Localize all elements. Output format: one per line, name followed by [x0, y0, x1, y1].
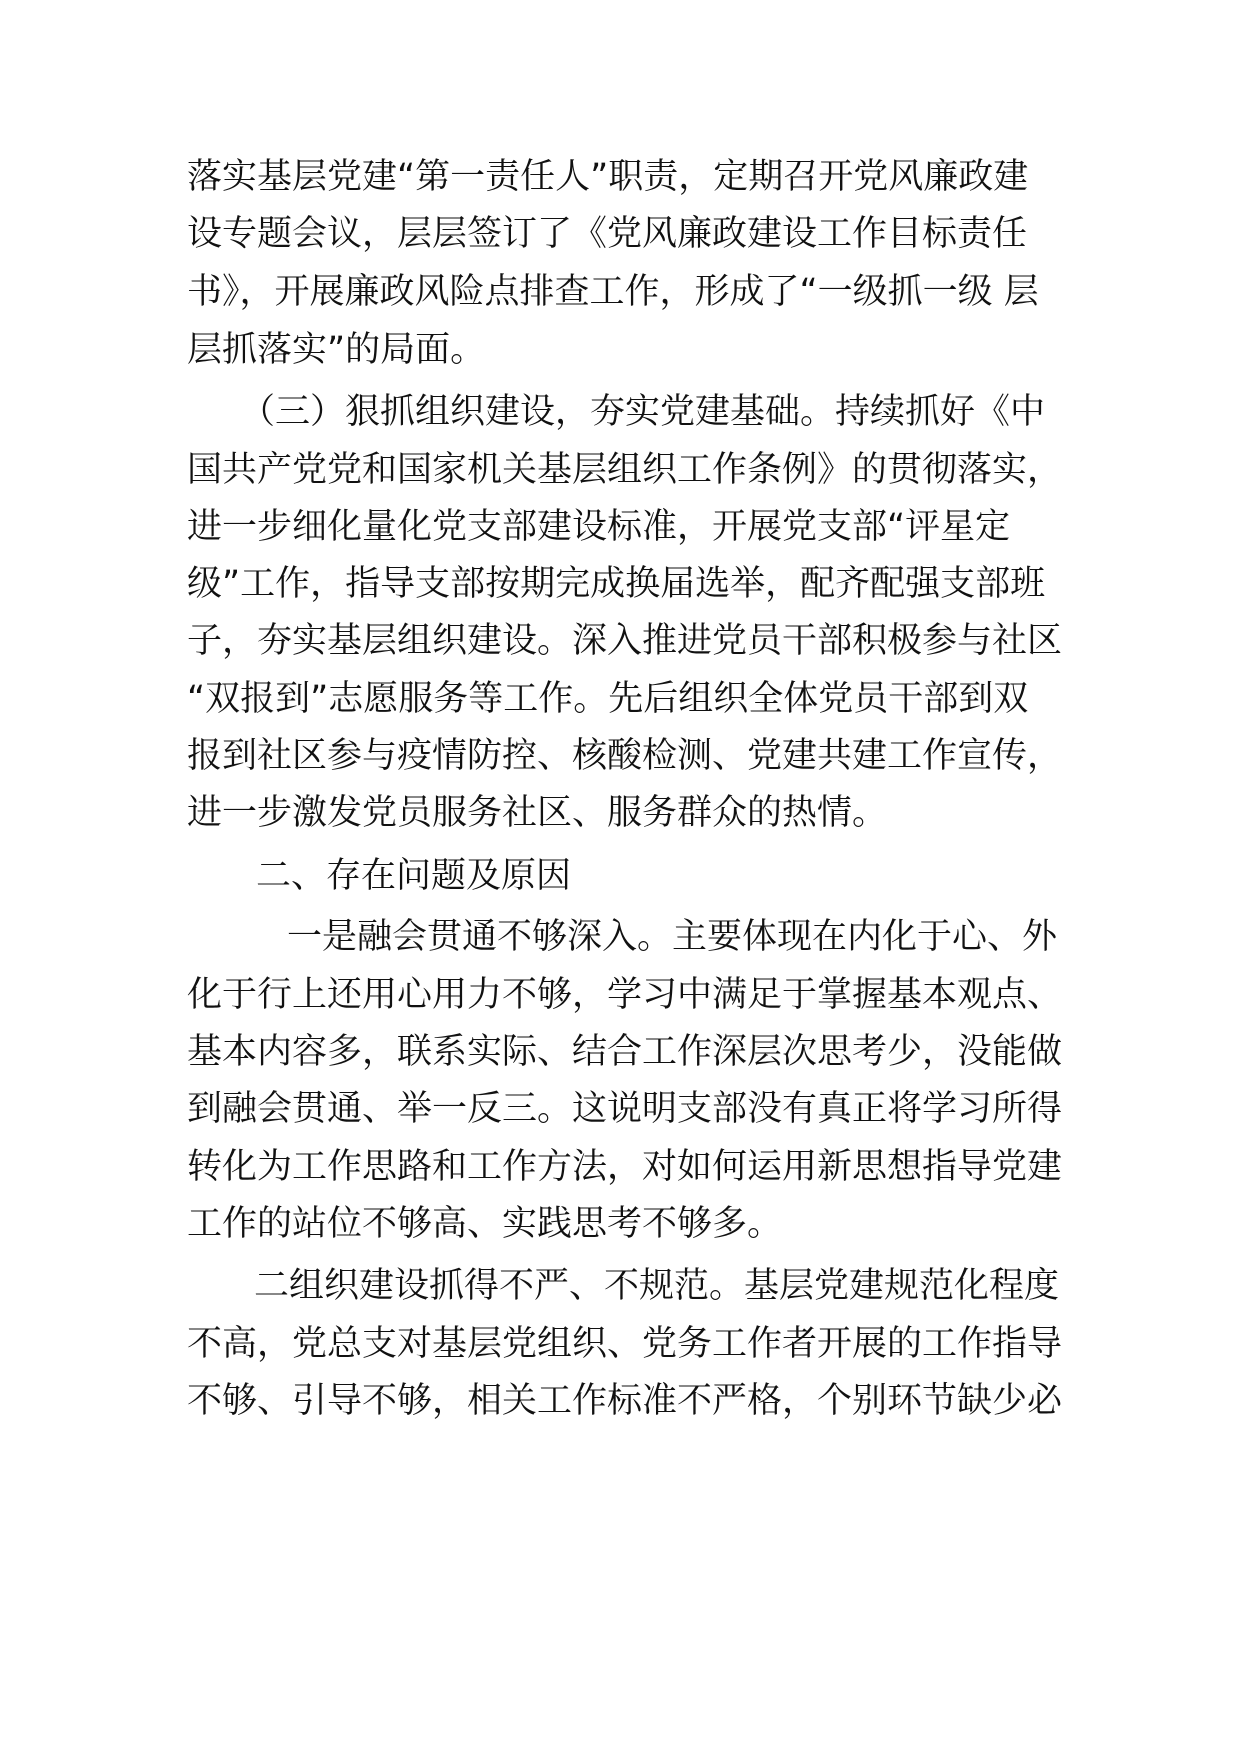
text-line: 基本内容多，联系实际、结合工作深层次思考少，没能做	[187, 1032, 1063, 1072]
text-line: 不够、引导不够，相关工作标准不严格，个别环节缺少必	[187, 1381, 1063, 1421]
text-line: “双报到”志愿服务等工作。先后组织全体党员干部到双	[187, 679, 1029, 719]
text-line: 落实基层党建“第一责任人”职责，定期召开党风廉政建	[187, 157, 1029, 197]
text-line: 进一步细化量化党支部建设标准，开展党支部“评星定	[187, 507, 1011, 547]
text-line: 不高，党总支对基层党组织、党务工作者开展的工作指导	[187, 1324, 1063, 1364]
text-line: 化于行上还用心用力不够，学习中满足于掌握基本观点、	[187, 975, 1063, 1015]
text-line: 级”工作，指导支部按期完成换届选举，配齐配强支部班	[187, 564, 1046, 604]
section-heading: （三）狠抓组织建设，夯实党建基础。持续抓好《中	[240, 392, 1046, 432]
text-line: 层抓落实”的局面。	[187, 330, 486, 370]
text-line: 书》，开展廉政风险点排查工作，形成了“一级抓一级 层	[187, 272, 1039, 312]
section-heading: 二、存在问题及原因	[256, 856, 572, 896]
text-line: 设专题会议，层层签订了《党风廉政建设工作目标责任	[187, 214, 1028, 254]
text-line: 一是融会贯通不够深入。主要体现在内化于心、外	[287, 917, 1058, 957]
text-line: 工作的站位不够高、实践思考不够多。	[187, 1204, 783, 1244]
text-line: 二组织建设抓得不严、不规范。基层党建规范化程度	[254, 1266, 1060, 1306]
text-line: 子，夯实基层组织建设。深入推进党员干部积极参与社区	[187, 621, 1063, 661]
text-line: 转化为工作思路和工作方法，对如何运用新思想指导党建	[187, 1147, 1063, 1187]
text-line: 到融会贯通、举一反三。这说明支部没有真正将学习所得	[187, 1089, 1063, 1129]
text-line: 国共产党党和国家机关基层组织工作条例》的贯彻落实，	[187, 450, 1063, 490]
text-line: 报到社区参与疫情防控、核酸检测、党建共建工作宣传，	[187, 736, 1063, 776]
text-line: 进一步激发党员服务社区、服务群众的热情。	[187, 793, 888, 833]
